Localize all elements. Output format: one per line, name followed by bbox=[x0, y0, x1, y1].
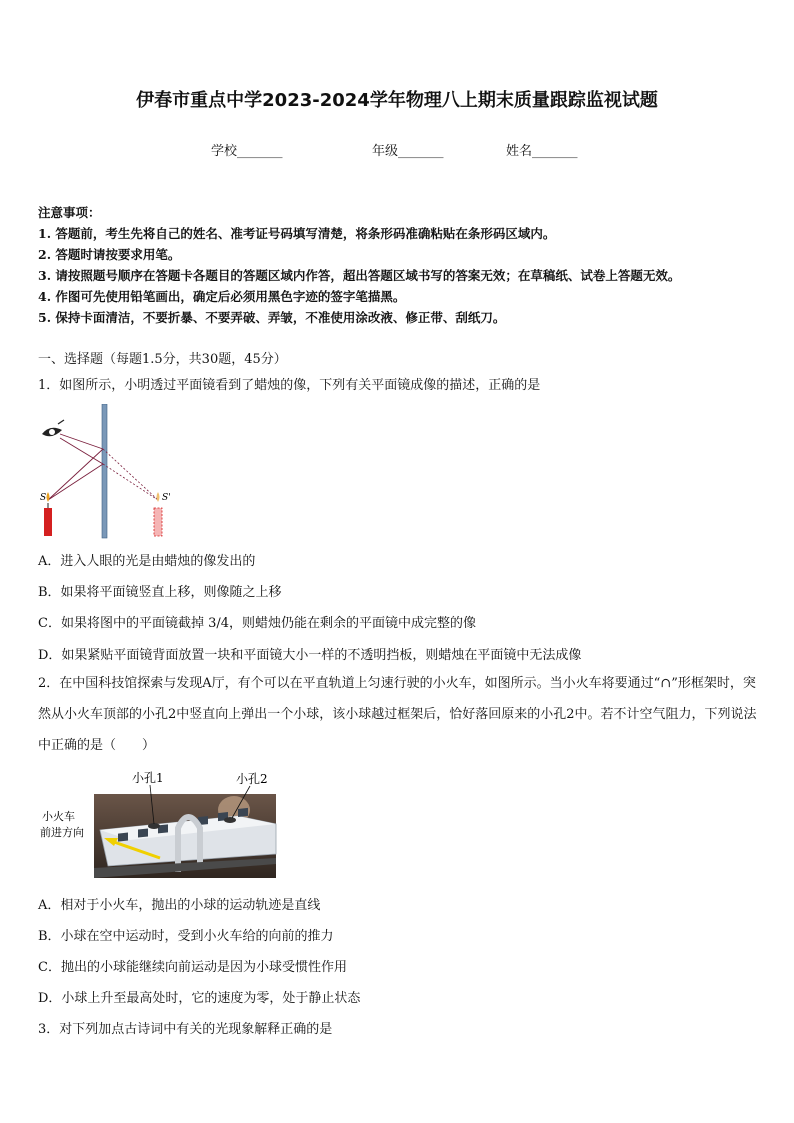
question-1-stem: 1．如图所示，小明透过平面镜看到了蜡烛的像，下列有关平面镜成像的描述，正确的是 bbox=[38, 378, 541, 393]
q2-option-d: D．小球上升至最高处时，它的速度为零，处于静止状态 bbox=[38, 991, 361, 1006]
candle-image-icon bbox=[154, 492, 162, 536]
notice-heading: 注意事项： bbox=[38, 205, 101, 220]
notice-item: 4. 作图可先使用铅笔画出，确定后必须用黑色字迹的签字笔描黑。 bbox=[38, 289, 406, 304]
label-s-prime: S' bbox=[162, 493, 171, 503]
light-rays bbox=[48, 434, 103, 500]
question-3-stem: 3．对下列加点古诗词中有关的光现象解释正确的是 bbox=[38, 1022, 333, 1037]
q2-option-b: B．小球在空中运动时，受到小火车给的向前的推力 bbox=[38, 929, 334, 944]
direction-label-line1: 小火车 bbox=[42, 810, 75, 823]
plane-mirror bbox=[102, 404, 107, 538]
school-field: 学校_______ bbox=[211, 144, 283, 159]
q2-option-c: C．抛出的小球能继续向前运动是因为小球受惯性作用 bbox=[38, 960, 347, 975]
hole-1-label: 小孔1 bbox=[132, 771, 164, 785]
q1-option-b: B．如果将平面镜竖直上移，则像随之上移 bbox=[38, 585, 282, 600]
q1-option-d: D．如果紧贴平面镜背面放置一块和平面镜大小一样的不透明挡板，则蜡烛在平面镜中无法成像 bbox=[38, 648, 582, 663]
label-s: S bbox=[40, 493, 47, 503]
virtual-rays bbox=[103, 449, 158, 500]
notice-item: 1. 答题前，考生先将自己的姓名、准考证号码填写清楚，将条形码准确粘贴在条形码区域内。 bbox=[38, 226, 556, 241]
notice-item: 3. 请按照题号顺序在答题卡各题目的答题区域内作答，超出答题区域书写的答案无效；在草稿纸、试卷上答题无效。 bbox=[38, 268, 681, 283]
q1-option-a: A．进入人眼的光是由蜡烛的像发出的 bbox=[38, 554, 256, 569]
grade-field: 年级_______ bbox=[372, 144, 444, 159]
page-title: 伊春市重点中学2023-2024学年物理八上期末质量跟踪监视试题 bbox=[136, 90, 658, 111]
notice-item: 2. 答题时请按要求用笔。 bbox=[38, 247, 181, 262]
notice-item: 5. 保持卡面清洁，不要折暴、不要弄破、弄皱，不准使用涂改液、修正带、刮纸刀。 bbox=[38, 310, 506, 325]
question-2-stem: 2．在中国科技馆探索与发现A厅，有个可以在平直轨道上匀速行驶的小火车，如图所示。当小火车将要通过“∩”形框架时，突然从小火车顶部的小孔2中竖直向上弹出一个小球，该小球越过框架后，恰好落回原来的小孔2中。若不计空气阻力，下列说法中正确的是（ ） bbox=[38, 676, 757, 753]
hole-2-label: 小孔2 bbox=[236, 772, 268, 786]
section-heading: 一、选择题（每题1.5分，共30题，45分） bbox=[38, 352, 287, 367]
q2-option-a: A．相对于小火车，抛出的小球的运动轨迹是直线 bbox=[38, 898, 321, 913]
mirror-diagram bbox=[36, 404, 176, 540]
train-diagram bbox=[38, 768, 280, 880]
q1-option-c: C．如果将图中的平面镜截掉 3/4，则蜡烛仍能在剩余的平面镜中成完整的像 bbox=[38, 616, 477, 631]
name-field: 姓名_______ bbox=[506, 144, 578, 159]
notice-block bbox=[38, 202, 778, 328]
direction-label-line2: 前进方向 bbox=[40, 826, 84, 839]
